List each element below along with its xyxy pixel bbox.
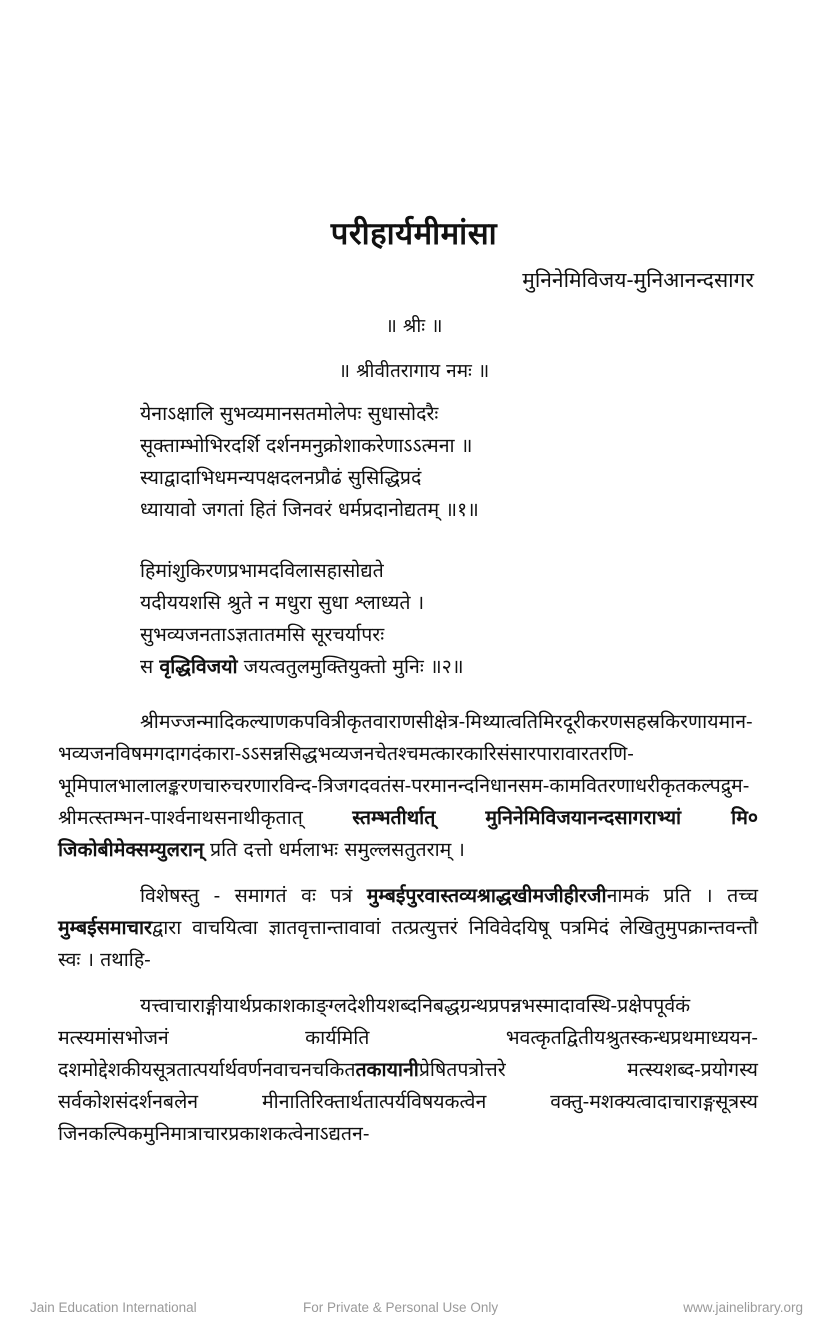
footer-left: Jain Education International xyxy=(30,1300,197,1315)
verse-text: जयत्वतुलमुक्तियुक्तो मुनिः ॥२॥ xyxy=(237,655,464,678)
footer-link[interactable]: www.jainelibrary.org xyxy=(683,1300,803,1315)
verse-line: ध्यायावो जगतां हितं जिनवरं धर्मप्रदानोद्यतम् ॥१॥ xyxy=(140,498,479,521)
paragraph-text: यत्त्वाचाराङ्गीयार्थप्रकाशकाङ्ग्लदेशीयशब्दनिबद्धग्रन्थप्रपन्नभस्मादावस्थि-प्रक्षेपपूर्वकं मत्स्यमांसभोजनं कार्यमिति भवत्कृतद्वितीयश्रुतस्कन्धप्रथमाध्ययन-दशमोद्देशकीयसूत्रतात्पर्यार्थवर्णनवाचनचकित xyxy=(58,994,758,1081)
invocation-shri: ॥ श्रीः ॥ xyxy=(385,315,443,337)
verse-2 xyxy=(140,555,780,683)
paragraph-3 xyxy=(58,990,758,1150)
paragraph-text: श्रीमज्जन्मादिकल्याणकपवित्रीकृतवाराणसीक्षेत्र-मिथ्यात्वतिमिरदूरीकरणसहस्रकिरणायमान-भव्यजनविषमगदागदंकारा-ऽऽसन्नसिद्धभव्यजनचेतश्चमत्कारकारिसंसारपारावारतरणि-भूमिपालभालालङ्करणचारुचरणारविन्द-त्रिजगदवतंस-परमानन्दनिधानसम-कामवितरणाधरीकृतकल्पद्रुम-श्रीमत्स्तम्भन-पार्श्वनाथसनाथीकृतात् xyxy=(58,710,753,829)
bold-phrase: मुम्बईपुरवास्तव्यश्राद्धखीमजीहीरजी xyxy=(366,884,607,907)
verse-line: सूक्ताम्भोभिरदर्शि दर्शनमनुक्रोशाकरेणाऽऽत्मना ॥ xyxy=(140,434,473,457)
bold-phrase: स्तम्भतीर्थात् मुनिनेमिविजयानन्दसागराभ्यां मि० जिकोबीमेक्सम्युलरान् xyxy=(58,806,758,861)
verse-line: हिमांशुकिरणप्रभामदविलासहासोद्यते xyxy=(140,559,384,582)
paragraph-1 xyxy=(58,706,758,866)
verse-line: येनाऽक्षालि सुभव्यमानसतमोलेपः सुधासोदरैः xyxy=(140,402,439,425)
verse-line: यदीययशसि श्रुते न मधुरा सुधा श्लाध्यते । xyxy=(140,591,425,614)
paragraph-text: विशेषस्तु - समागतं वः पत्रं xyxy=(140,884,367,907)
verse-line: स्याद्वादाभिधमन्यपक्षदलनप्रौढं सुसिद्धिप्रदं xyxy=(140,466,422,489)
bold-phrase: मुम्बईसमाचार xyxy=(58,916,153,939)
verse-1 xyxy=(140,398,780,526)
page-title: परीहार्यमीमांसा xyxy=(330,216,498,252)
body-text xyxy=(58,706,758,1150)
footer-center: For Private & Personal Use Only xyxy=(303,1300,499,1315)
paragraph-2 xyxy=(58,880,758,976)
verse-text: स xyxy=(140,655,160,678)
verse-line-last xyxy=(140,651,780,683)
paragraph-text: प्रेषितपत्रोत्तरे मत्स्यशब्द-प्रयोगस्य सर्वकोशसंदर्शनबलेन मीनातिरिक्तार्थतात्पर्यविषयकत्वेन वक्तु-मशक्यत्वादाचाराङ्गसूत्रस्य जिनकल्पिकमुनिमात्राचारप्रकाशकत्वेनाऽद्यतन- xyxy=(58,1058,758,1145)
verse-line: सुभव्यजनताऽज्ञतातमसि सूरचर्यापरः xyxy=(140,623,385,646)
bold-phrase: तकायानी xyxy=(355,1058,419,1081)
invocation-vitaraga: ॥ श्रीवीतरागाय नमः ॥ xyxy=(338,360,490,382)
paragraph-text: प्रति दत्तो धर्मलाभः समुल्लसतुतराम् । xyxy=(203,838,465,861)
paragraph-text: द्वारा वाचयित्वा ज्ञातवृत्तान्तावावां तत्प्रत्युत्तरं निविवेदयिषू पत्रमिदं लेखितुमुपक्रान्तवन्तौ स्वः । तथाहि- xyxy=(58,916,758,971)
bold-name: वृद्धिविजयो xyxy=(159,655,238,678)
author-line: मुनिनेमिविजय-मुनिआनन्दसागर xyxy=(522,268,754,292)
paragraph-text: नामकं प्रति । तच्च xyxy=(606,884,758,907)
footer xyxy=(0,1300,828,1318)
